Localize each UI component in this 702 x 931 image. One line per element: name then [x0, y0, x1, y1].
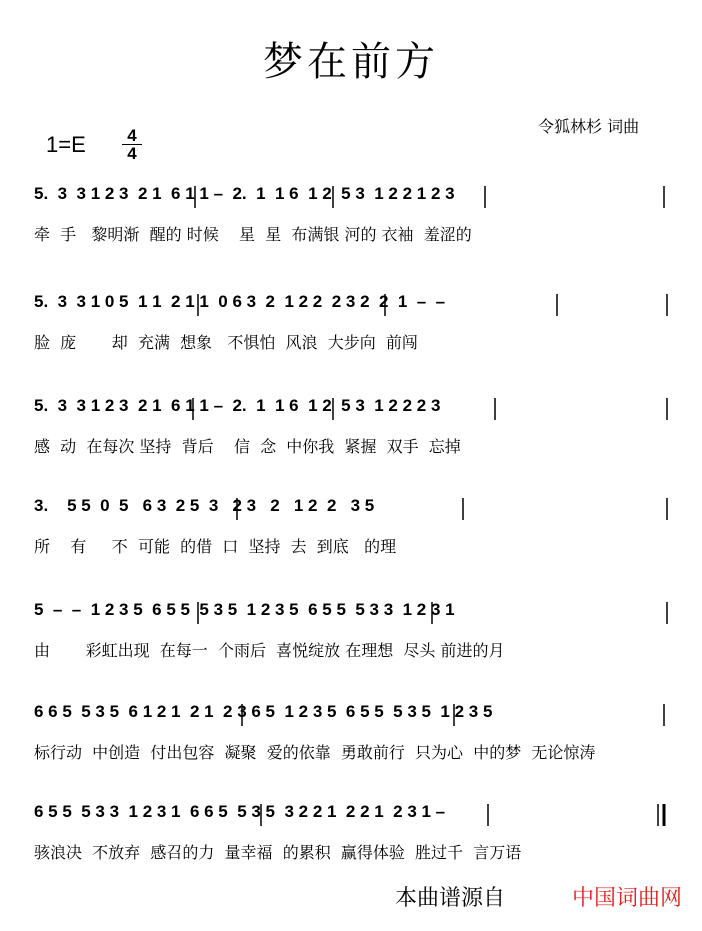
lyrics-line-7: 骇浪决 不放弃 感召的力 量幸福 的累积 赢得体验 胜过千 言万语 — [34, 843, 522, 862]
score-line-4 — [0, 492, 702, 572]
notes-line-1: 5. 3 3 1 2 3 2 1 6 1 1 – 2. 1 1 6 1 2 5 3 1 2 2 1 2 3 — [34, 184, 455, 203]
time-signature-top: 4 — [127, 126, 137, 145]
score-line-5 — [0, 596, 702, 676]
notes-line-5: 5 – – 1 2 3 5 6 5 5 5 3 5 1 2 3 5 6 5 5 5 3 3 1 2 3 1 — [34, 600, 455, 619]
score-line-1 — [0, 180, 702, 260]
score-line-6 — [0, 698, 702, 778]
time-signature-bottom: 4 — [127, 144, 137, 163]
notes-line-7: 6 5 5 5 3 3 1 2 3 1 6 6 5 5 3 5 3 2 2 1 2 2 1 2 3 1 – — [34, 802, 446, 821]
time-signature — [122, 128, 142, 161]
notes-line-4: 3. 5 5 0 5 6 3 2 5 3 2 3 2 1 2 2 3 5 — [34, 496, 375, 515]
lyrics-line-3: 感 动 在每次 坚持 背后 信 念 中你我 紧握 双手 忘掉 — [34, 437, 461, 456]
lyrics-line-5: 由 彩虹出现 在每一 个雨后 喜悦绽放 在理想 尽头 前进的月 — [34, 641, 505, 660]
notes-line-2: 5. 3 3 1 0 5 1 1 2 1 1 0 6 3 2 1 2 2 2 3 2 2 1 – – — [34, 292, 446, 311]
lyrics-line-4: 所 有 不 可能 的借 口 坚持 去 到底 的理 — [34, 537, 397, 556]
lyrics-line-6: 标行动 中创造 付出包容 凝聚 爱的依靠 勇敢前行 只为心 中的梦 无论惊涛 — [34, 743, 596, 762]
notes-line-6: 6 6 5 5 3 5 6 1 2 1 2 1 2 3 6 5 1 2 3 5 6 5 5 5 3 5 1 2 3 5 — [34, 702, 493, 721]
lyrics-line-2: 脸 庞 却 充满 想象 不惧怕 风浪 大步向 前闯 — [34, 333, 418, 352]
song-title: 梦在前方 — [263, 39, 439, 85]
source-link[interactable]: 中国词曲网 — [572, 886, 683, 911]
key-signature: 1=E — [46, 132, 86, 157]
notes-line-3: 5. 3 3 1 2 3 2 1 6 1 1 – 2. 1 1 6 1 2 5 3 1 2 2 2 3 — [34, 396, 441, 415]
score-line-7 — [0, 798, 702, 878]
score-line-3 — [0, 392, 702, 472]
source-label: 本曲谱源自 — [395, 886, 506, 911]
score-line-2 — [0, 288, 702, 368]
author-credit: 令狐林杉 词曲 — [538, 117, 640, 136]
lyrics-line-1: 牵 手 黎明渐 醒的 时候 星 星 布满银 河的 衣袖 羞涩的 — [34, 225, 472, 244]
